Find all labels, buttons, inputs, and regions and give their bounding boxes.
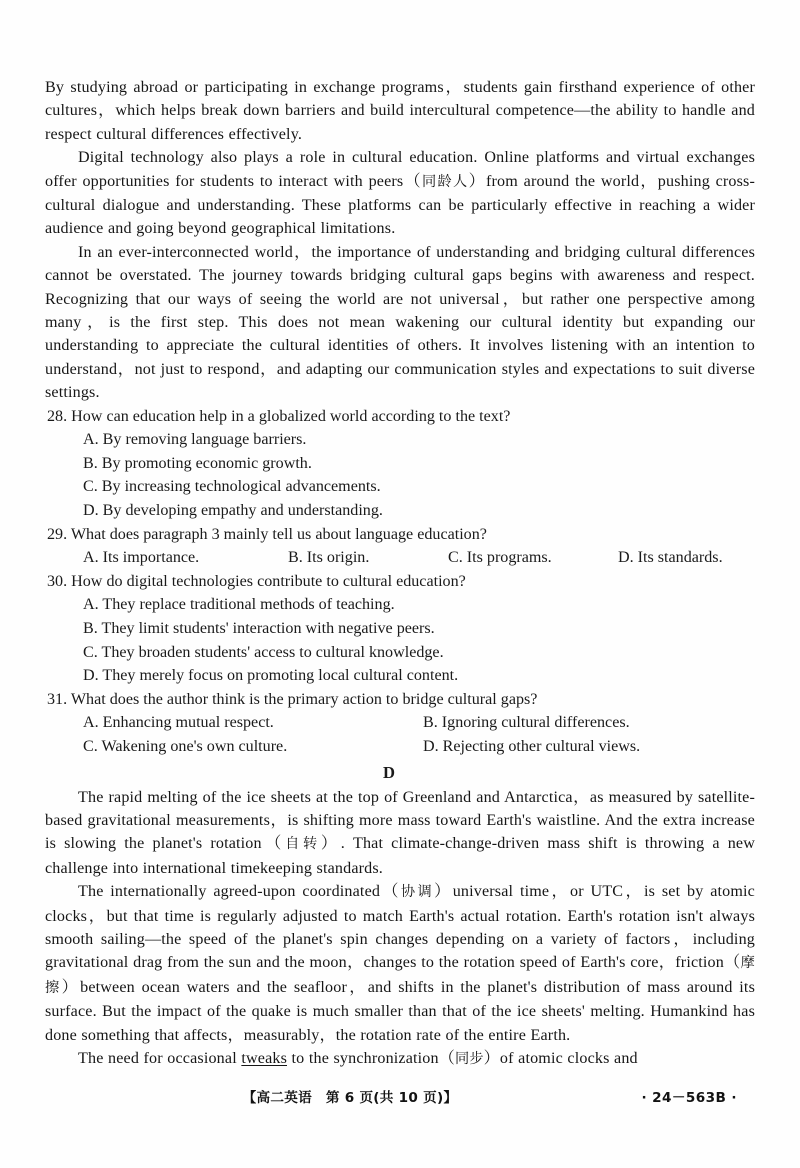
question-30-option-d[interactable]: D. They merely focus on promoting local cultural content. (83, 667, 459, 685)
question-29-option-c[interactable]: C. Its programs. (448, 549, 552, 567)
section-d-paragraph-1 (45, 786, 755, 881)
question-28-stem: 28. How can education help in a globalized world according to the text? (47, 407, 511, 425)
question-31-options-row-1 (45, 711, 755, 735)
question-31-option-a[interactable]: A. Enhancing mutual respect. (83, 714, 274, 732)
page-content (45, 76, 755, 1071)
underlined-word-tweaks: tweaks (241, 1050, 287, 1068)
question-29-option-b[interactable]: B. Its origin. (288, 549, 370, 567)
paragraph-text-segment: Digital technology also plays a role in cultural education. Online platforms and virtual exchanges offer opportunities for students to interact with peers（ (45, 149, 755, 190)
question-29-option-a[interactable]: A. Its importance. (83, 549, 200, 567)
section-d-heading: D (383, 762, 395, 782)
paragraph-text-segment: to the synchronization（ (287, 1050, 455, 1068)
question-29-option-d[interactable]: D. Its standards. (618, 549, 723, 567)
chinese-gloss-synchronization: 同步 (454, 1051, 484, 1068)
paragraph-text-segment: The need for occasional (78, 1050, 242, 1068)
section-d-paragraph-3 (45, 1047, 755, 1071)
question-29 (45, 523, 755, 570)
chinese-gloss-friction: 摩擦 (45, 955, 755, 996)
question-28-option-d[interactable]: D. By developing empathy and understanding. (83, 502, 383, 520)
footer-paper-code: · 24－563B · (641, 1090, 737, 1106)
question-28-option-a[interactable]: A. By removing language barriers. (83, 431, 307, 449)
question-28-option-b[interactable]: B. By promoting economic growth. (83, 454, 312, 472)
question-30-option-b[interactable]: B. They limit students' interaction with negative peers. (83, 620, 435, 638)
question-31 (45, 688, 755, 759)
paragraph-text-segment: ）universal time，or UTC，is set by atomic clocks，but that time is regularly adjusted to match Earth's actual rotation. Earth's rotation isn't always smooth sailing—the speed of the planet's spin changes depending on a variety of factors，including gravitational drag from the sun and the moon，changes to the rotation speed of Earth's core，friction（ (45, 883, 755, 972)
paragraph-text-segment: ）. That climate-change-driven mass shift is throwing a new challenge into international timekeeping standards. (45, 835, 756, 877)
paragraph-text-segment: ）from around the world，pushing cross-cultural dialogue and understanding. These platforms can be particularly effective in reaching a wider audience and going beyond geographical limitations. (45, 172, 755, 238)
paragraph-text-segment: ）of atomic clocks and (483, 1050, 638, 1068)
paragraph-digital-technology (45, 146, 755, 241)
question-30 (45, 570, 755, 688)
chinese-gloss-peers: 同龄人 (421, 173, 469, 190)
paragraph-interconnected-world: In an ever-interconnected world，the importance of understanding and bridging cultural differences cannot be overstated. The journey towards bridging cultural gaps begins with awareness and respect. Recognizing that our ways of seeing the world are not universal，but rather one perspective among many，is the first step. This does not mean wakening our cultural identity but expanding our understanding to appreciate the cultural identities of others. It involves listening with an intention to understand，not just to respond，and adapting our communication styles and expectations to suit diverse settings. (45, 243, 755, 402)
paragraph-text-segment: The rapid melting of the ice sheets at the top of Greenland and Antarctica，as measured by satellite-based gravitational measurements，is shifting more mass toward Earth's waistline. And the extra increase is slowing the planet's rotation（ (45, 788, 755, 853)
question-31-option-d[interactable]: D. Rejecting other cultural views. (423, 738, 641, 755)
question-31-stem: 31. What does the author think is the primary action to bridge cultural gaps? (47, 690, 538, 708)
question-30-option-c[interactable]: C. They broaden students' access to cultural knowledge. (83, 643, 444, 661)
question-31-options-row-2 (45, 735, 755, 759)
question-30-option-a[interactable]: A. They replace traditional methods of teaching. (83, 596, 395, 614)
section-d-paragraph-2 (45, 880, 755, 1047)
question-30-stem: 30. How do digital technologies contribute to cultural education? (47, 572, 466, 590)
question-28 (45, 405, 755, 523)
paragraph-text-segment: The internationally agreed-upon coordinated（ (78, 883, 401, 901)
question-31-option-c[interactable]: C. Wakening one's own culture. (83, 738, 288, 755)
question-29-stem: 29. What does paragraph 3 mainly tell us about language education? (47, 525, 487, 543)
paragraph-continuation: By studying abroad or participating in exchange programs，students gain firsthand experience of other cultures，which helps break down barriers and build intercultural competence—the ability to handle and respect cultural differences effectively. (45, 79, 755, 143)
page-footer (45, 1086, 755, 1112)
question-29-options-row (45, 546, 755, 570)
paragraph-text-segment: ）between ocean waters and the seafloor，and shifts in the planet's distribution of mass around its surface. But the impact of the quake is much smaller than that of the ice sheets' melting. Humankind has done something that affects，measurably，the rotation rate of the entire Earth. (45, 978, 755, 1044)
chinese-gloss-coordinated: 协调 (400, 884, 435, 901)
question-31-option-b[interactable]: B. Ignoring cultural differences. (423, 714, 630, 732)
chinese-gloss-rotation: 自转 (285, 836, 321, 853)
footer-page-label: 【高二英语 第 6 页(共 10 页)】 (242, 1090, 458, 1106)
question-28-option-c[interactable]: C. By increasing technological advancements. (83, 478, 381, 496)
